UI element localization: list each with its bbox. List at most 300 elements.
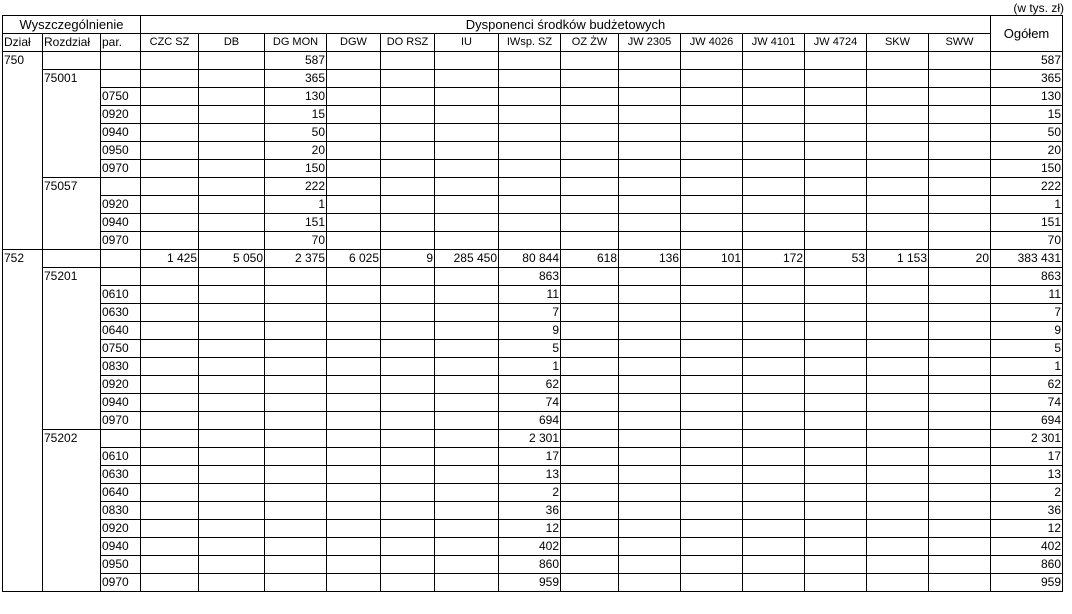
cell-value: [805, 484, 867, 502]
cell-value: [929, 286, 991, 304]
cell-value: [929, 394, 991, 412]
cell-value: [499, 178, 561, 196]
cell-value: [619, 394, 681, 412]
cell-value: [381, 394, 435, 412]
cell-value: 7: [499, 304, 561, 322]
cell-dzial: [3, 268, 43, 286]
cell-total: 383 431: [991, 250, 1063, 268]
cell-value: [867, 430, 929, 448]
cell-dzial: [3, 106, 43, 124]
cell-value: [499, 88, 561, 106]
cell-value: 74: [499, 394, 561, 412]
cell-value: 9: [381, 250, 435, 268]
cell-value: [743, 124, 805, 142]
cell-value: [199, 304, 265, 322]
cell-value: [199, 52, 265, 70]
cell-total: 7: [991, 304, 1063, 322]
cell-value: [561, 52, 619, 70]
cell-value: [141, 268, 199, 286]
cell-value: [619, 268, 681, 286]
cell-value: [805, 70, 867, 88]
cell-value: 17: [499, 448, 561, 466]
cell-value: [265, 430, 327, 448]
cell-value: [435, 304, 499, 322]
cell-value: [435, 466, 499, 484]
cell-value: [381, 538, 435, 556]
cell-value: [561, 304, 619, 322]
header-row-2: [3, 34, 1063, 52]
cell-value: [199, 322, 265, 340]
cell-value: [867, 394, 929, 412]
cell-value: [619, 322, 681, 340]
cell-value: [867, 502, 929, 520]
cell-value: 50: [265, 124, 327, 142]
cell-value: [867, 574, 929, 592]
cell-value: [435, 394, 499, 412]
cell-value: [381, 88, 435, 106]
cell-value: [141, 88, 199, 106]
cell-value: [381, 160, 435, 178]
cell-value: [381, 556, 435, 574]
cell-rozdzial: [43, 340, 101, 358]
cell-total: 13: [991, 466, 1063, 484]
cell-value: 1: [265, 196, 327, 214]
cell-value: [929, 430, 991, 448]
cell-value: [381, 358, 435, 376]
cell-value: [265, 574, 327, 592]
cell-value: [681, 178, 743, 196]
cell-value: [681, 304, 743, 322]
cell-value: [743, 484, 805, 502]
cell-dzial: 752: [3, 250, 43, 268]
cell-value: [743, 502, 805, 520]
cell-dzial: [3, 322, 43, 340]
cell-par: 0920: [101, 376, 141, 394]
cell-value: [805, 196, 867, 214]
cell-value: [141, 124, 199, 142]
cell-value: [929, 160, 991, 178]
cell-value: [619, 196, 681, 214]
table-row: [3, 304, 1063, 322]
cell-value: [743, 268, 805, 286]
cell-value: [619, 286, 681, 304]
cell-value: [867, 340, 929, 358]
cell-value: [265, 340, 327, 358]
cell-par: 0920: [101, 106, 141, 124]
cell-par: [101, 250, 141, 268]
table-row: [3, 538, 1063, 556]
cell-total: 12: [991, 520, 1063, 538]
cell-value: [867, 412, 929, 430]
cell-value: [805, 178, 867, 196]
cell-total: 222: [991, 178, 1063, 196]
header-disponent: IU: [435, 34, 499, 52]
cell-total: 365: [991, 70, 1063, 88]
cell-value: [619, 538, 681, 556]
cell-par: 0940: [101, 538, 141, 556]
cell-value: [619, 430, 681, 448]
cell-value: [435, 70, 499, 88]
header-disponent: SWW: [929, 34, 991, 52]
cell-total: 11: [991, 286, 1063, 304]
cell-value: [435, 52, 499, 70]
cell-dzial: 750: [3, 52, 43, 70]
cell-value: [805, 142, 867, 160]
cell-value: 70: [265, 232, 327, 250]
cell-value: [743, 160, 805, 178]
cell-rozdzial: [43, 502, 101, 520]
cell-value: [743, 286, 805, 304]
cell-rozdzial: [43, 574, 101, 592]
cell-rozdzial: [43, 484, 101, 502]
cell-value: [265, 376, 327, 394]
cell-value: 222: [265, 178, 327, 196]
cell-value: [867, 556, 929, 574]
cell-value: [929, 178, 991, 196]
cell-value: [805, 52, 867, 70]
cell-value: [141, 232, 199, 250]
cell-value: [805, 286, 867, 304]
cell-value: [929, 358, 991, 376]
cell-total: 130: [991, 88, 1063, 106]
cell-total: 50: [991, 124, 1063, 142]
cell-value: [327, 160, 381, 178]
cell-value: [435, 142, 499, 160]
cell-value: [141, 358, 199, 376]
cell-value: [327, 358, 381, 376]
cell-value: 20: [929, 250, 991, 268]
cell-value: [435, 484, 499, 502]
cell-value: [561, 178, 619, 196]
cell-rozdzial: [43, 232, 101, 250]
cell-value: [435, 88, 499, 106]
cell-rozdzial: [43, 394, 101, 412]
cell-value: [199, 340, 265, 358]
table-row: [3, 214, 1063, 232]
cell-value: [327, 574, 381, 592]
cell-dzial: [3, 430, 43, 448]
cell-value: [265, 304, 327, 322]
cell-value: [929, 106, 991, 124]
cell-value: [141, 538, 199, 556]
cell-value: [681, 124, 743, 142]
cell-value: [499, 160, 561, 178]
cell-dzial: [3, 394, 43, 412]
cell-value: [141, 394, 199, 412]
cell-value: [435, 448, 499, 466]
cell-rozdzial: [43, 142, 101, 160]
cell-value: [499, 196, 561, 214]
cell-value: [381, 412, 435, 430]
cell-value: [619, 106, 681, 124]
cell-value: [619, 124, 681, 142]
cell-value: [867, 178, 929, 196]
cell-value: [681, 412, 743, 430]
cell-value: [199, 502, 265, 520]
cell-value: [743, 556, 805, 574]
table-row: [3, 322, 1063, 340]
cell-value: [681, 484, 743, 502]
cell-value: [805, 430, 867, 448]
cell-value: [327, 106, 381, 124]
cell-value: [681, 466, 743, 484]
cell-value: 285 450: [435, 250, 499, 268]
cell-value: 6 025: [327, 250, 381, 268]
cell-value: [499, 124, 561, 142]
cell-value: [141, 574, 199, 592]
cell-total: 2 301: [991, 430, 1063, 448]
cell-par: 0950: [101, 142, 141, 160]
cell-rozdzial: [43, 466, 101, 484]
cell-par: 0970: [101, 574, 141, 592]
cell-value: [805, 502, 867, 520]
cell-value: [265, 394, 327, 412]
cell-total: 1: [991, 196, 1063, 214]
cell-rozdzial: [43, 538, 101, 556]
cell-total: 959: [991, 574, 1063, 592]
cell-value: [867, 520, 929, 538]
cell-value: [929, 448, 991, 466]
cell-rozdzial: [43, 106, 101, 124]
cell-value: [435, 268, 499, 286]
cell-value: [381, 70, 435, 88]
cell-par: [101, 430, 141, 448]
cell-value: [805, 448, 867, 466]
cell-value: [199, 88, 265, 106]
cell-dzial: [3, 556, 43, 574]
cell-value: [435, 160, 499, 178]
cell-value: [805, 232, 867, 250]
cell-value: [619, 88, 681, 106]
cell-value: [929, 556, 991, 574]
cell-value: [381, 106, 435, 124]
cell-value: [805, 538, 867, 556]
cell-value: [141, 430, 199, 448]
cell-total: 20: [991, 142, 1063, 160]
cell-value: [561, 232, 619, 250]
cell-value: [561, 124, 619, 142]
header-total: Ogółem: [991, 16, 1063, 52]
cell-rozdzial: [43, 250, 101, 268]
cell-value: [141, 412, 199, 430]
cell-value: [381, 214, 435, 232]
cell-value: [265, 358, 327, 376]
header-disponent: DB: [199, 34, 265, 52]
cell-value: [141, 520, 199, 538]
cell-value: [141, 448, 199, 466]
cell-total: 15: [991, 106, 1063, 124]
table-row: [3, 52, 1063, 70]
cell-value: [867, 304, 929, 322]
cell-value: [561, 88, 619, 106]
cell-par: 0920: [101, 196, 141, 214]
cell-value: [141, 286, 199, 304]
cell-value: [499, 142, 561, 160]
cell-value: [327, 142, 381, 160]
cell-value: [327, 232, 381, 250]
cell-value: [499, 232, 561, 250]
cell-value: [199, 376, 265, 394]
cell-par: 0830: [101, 502, 141, 520]
unit-note: (w tys. zł): [1013, 1, 1064, 15]
header-row-1: [3, 16, 1063, 34]
cell-value: [561, 322, 619, 340]
cell-value: [381, 466, 435, 484]
cell-value: [681, 106, 743, 124]
cell-par: 0750: [101, 340, 141, 358]
cell-value: [435, 322, 499, 340]
table-row: [3, 430, 1063, 448]
cell-par: [101, 52, 141, 70]
cell-value: [381, 376, 435, 394]
header-dysponenci: Dysponenci środków budżetowych: [141, 16, 991, 34]
cell-value: [381, 268, 435, 286]
cell-value: [929, 538, 991, 556]
cell-value: [743, 358, 805, 376]
cell-par: 0630: [101, 304, 141, 322]
header-disponent: DO RSZ: [381, 34, 435, 52]
cell-value: [929, 268, 991, 286]
cell-rozdzial: [43, 520, 101, 538]
cell-value: [561, 286, 619, 304]
cell-value: [265, 502, 327, 520]
cell-rozdzial: [43, 448, 101, 466]
cell-value: [681, 322, 743, 340]
cell-dzial: [3, 160, 43, 178]
cell-value: [141, 322, 199, 340]
cell-value: [619, 232, 681, 250]
cell-value: [743, 520, 805, 538]
cell-value: [327, 484, 381, 502]
header-disponent: JW 4026: [681, 34, 743, 52]
cell-value: [141, 142, 199, 160]
cell-value: [681, 520, 743, 538]
cell-value: [199, 286, 265, 304]
cell-value: [805, 322, 867, 340]
table-body: [3, 52, 1063, 592]
cell-value: [265, 286, 327, 304]
cell-value: [327, 448, 381, 466]
cell-value: [681, 214, 743, 232]
cell-value: [141, 484, 199, 502]
cell-value: [805, 412, 867, 430]
cell-value: [499, 52, 561, 70]
table-row: [3, 412, 1063, 430]
cell-dzial: [3, 358, 43, 376]
cell-par: 0970: [101, 412, 141, 430]
cell-value: 136: [619, 250, 681, 268]
cell-value: [619, 142, 681, 160]
cell-value: [681, 142, 743, 160]
table-row: [3, 556, 1063, 574]
cell-value: 172: [743, 250, 805, 268]
cell-value: [867, 124, 929, 142]
cell-par: 0610: [101, 286, 141, 304]
table-row: [3, 340, 1063, 358]
cell-rozdzial: [43, 556, 101, 574]
cell-value: 694: [499, 412, 561, 430]
cell-value: [561, 214, 619, 232]
cell-value: [327, 376, 381, 394]
cell-value: [681, 70, 743, 88]
cell-par: [101, 268, 141, 286]
cell-value: [619, 70, 681, 88]
header-code-col: par.: [101, 34, 141, 52]
cell-total: 74: [991, 394, 1063, 412]
cell-value: [619, 376, 681, 394]
cell-value: [435, 196, 499, 214]
cell-value: [867, 214, 929, 232]
cell-dzial: [3, 124, 43, 142]
cell-value: [435, 376, 499, 394]
cell-value: [867, 88, 929, 106]
cell-value: [381, 286, 435, 304]
cell-dzial: [3, 142, 43, 160]
cell-value: [141, 52, 199, 70]
table-row: [3, 106, 1063, 124]
cell-dzial: [3, 538, 43, 556]
cell-par: 0830: [101, 358, 141, 376]
cell-value: [805, 304, 867, 322]
cell-total: 2: [991, 484, 1063, 502]
cell-value: [265, 268, 327, 286]
cell-value: 5: [499, 340, 561, 358]
cell-value: [561, 160, 619, 178]
cell-value: [381, 52, 435, 70]
cell-value: [805, 88, 867, 106]
cell-dzial: [3, 376, 43, 394]
cell-value: [619, 214, 681, 232]
header-disponent: IWsp. SZ: [499, 34, 561, 52]
cell-value: [435, 232, 499, 250]
cell-par: 0920: [101, 520, 141, 538]
cell-value: [381, 124, 435, 142]
cell-value: [381, 232, 435, 250]
cell-value: [199, 232, 265, 250]
table-row: [3, 358, 1063, 376]
cell-value: [327, 178, 381, 196]
cell-value: [561, 412, 619, 430]
cell-value: [199, 466, 265, 484]
table-row: [3, 466, 1063, 484]
cell-value: [681, 232, 743, 250]
cell-value: [743, 88, 805, 106]
header-wyszczegolnienie: Wyszczególnienie: [3, 16, 141, 34]
cell-value: [867, 268, 929, 286]
cell-value: 80 844: [499, 250, 561, 268]
cell-value: [561, 556, 619, 574]
cell-rozdzial: [43, 286, 101, 304]
cell-value: [743, 196, 805, 214]
cell-value: [867, 376, 929, 394]
cell-value: [681, 448, 743, 466]
cell-value: [381, 574, 435, 592]
cell-value: [743, 232, 805, 250]
cell-value: [681, 286, 743, 304]
cell-par: 0970: [101, 232, 141, 250]
cell-value: 863: [499, 268, 561, 286]
cell-value: [743, 304, 805, 322]
cell-value: [381, 448, 435, 466]
cell-value: [141, 376, 199, 394]
cell-value: [681, 376, 743, 394]
cell-value: [805, 520, 867, 538]
cell-value: [199, 358, 265, 376]
cell-dzial: [3, 412, 43, 430]
cell-value: [141, 502, 199, 520]
cell-total: 70: [991, 232, 1063, 250]
cell-value: [327, 412, 381, 430]
